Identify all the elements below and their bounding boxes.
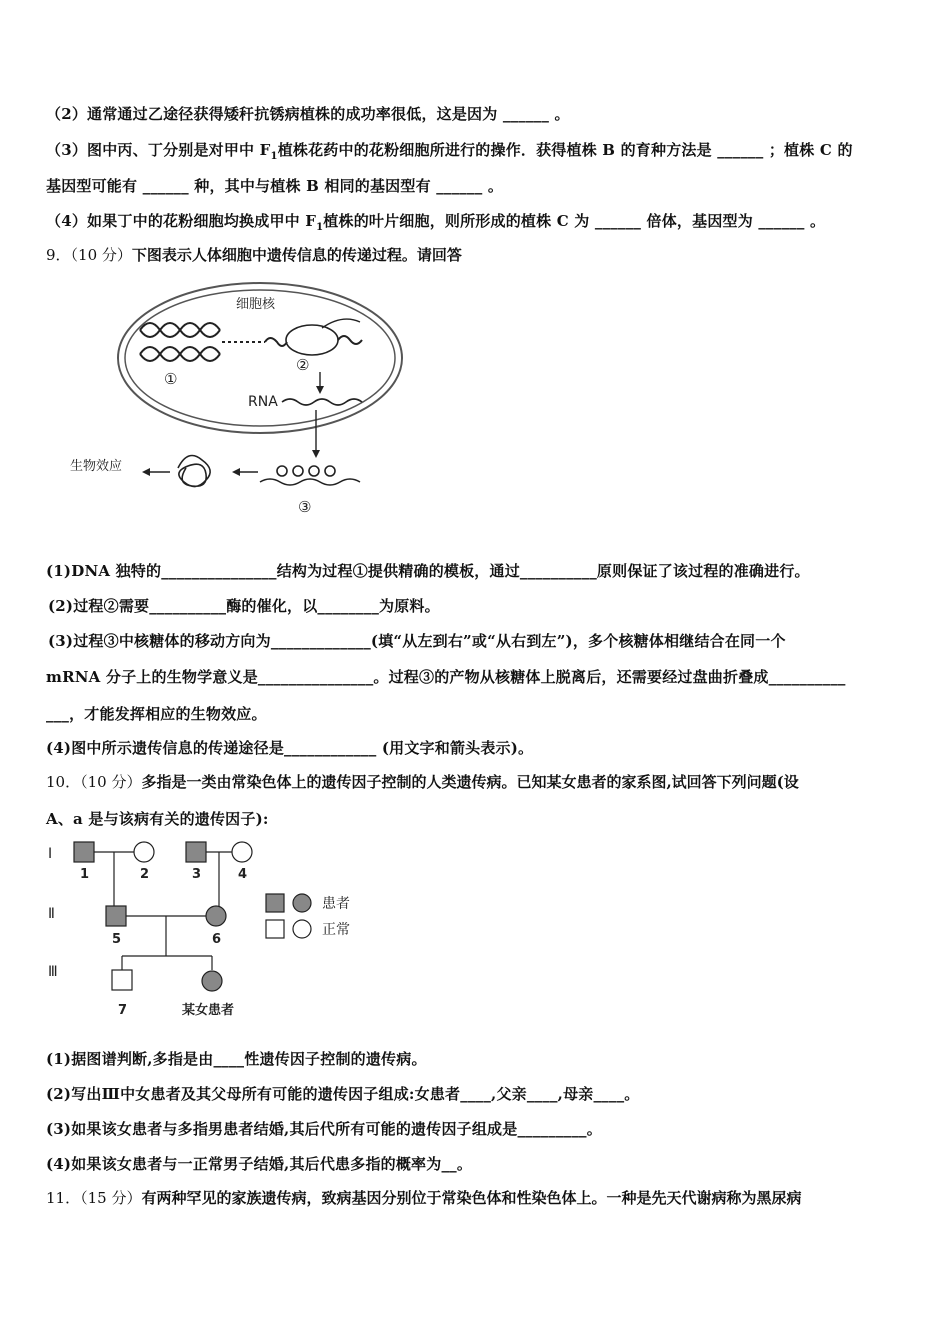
q9-sub3-line1: (3)过程③中核糖体的移动方向为_____________(填“从左到右”或“从右到左”)，多个核糖体相继结合在同一个 bbox=[48, 632, 786, 650]
legend-affected-male bbox=[266, 894, 284, 912]
biological-effect-label: 生物效应 bbox=[70, 459, 123, 474]
marker-3: ③ bbox=[298, 498, 312, 516]
q9-sub3-line3: ___，才能发挥相应的生物效应。 bbox=[46, 705, 267, 723]
q8-part2: （2）通常通过乙途径获得矮秆抗锈病植株的成功率很低，这是因为 ______ 。 bbox=[46, 105, 570, 123]
pedigree-chart bbox=[46, 838, 376, 1028]
individual-3-affected-male bbox=[186, 842, 206, 862]
q10-heading-line2: A、a 是与该病有关的遗传因子): bbox=[46, 810, 269, 828]
q10-sub2: (2)写出Ⅲ中女患者及其父母所有可能的遗传因子组成:女患者____,父亲____,母亲____。 bbox=[46, 1085, 640, 1103]
q10-sub4: (4)如果该女患者与一正常男子结婚,其后代患多指的概率为__。 bbox=[46, 1155, 473, 1173]
individual-6-affected-female bbox=[206, 906, 226, 926]
q8-part3-line1: （3）图中丙、丁分别是对甲中 $F_1$植株花药中的花粉细胞所进行的操作．获得植株 B 的育种方法是 ______ ；植株 C 的 bbox=[46, 141, 853, 162]
individual-1-affected-male bbox=[74, 842, 94, 862]
proband-affected-female bbox=[202, 971, 222, 991]
q10-heading: 10．（10 分）多指是一类由常染色体上的遗传因子控制的人类遗传病。已知某女患者的家系图,试回答下列问题(设 bbox=[46, 773, 799, 791]
individual-7-normal-male bbox=[112, 970, 132, 990]
transcription-bubble bbox=[286, 325, 338, 355]
marker-2: ② bbox=[296, 356, 310, 374]
individual-4-normal-female bbox=[232, 842, 252, 862]
rna-label: RNA bbox=[248, 394, 278, 410]
q9-sub4: (4)图中所示遗传信息的传递途径是____________ (用文字和箭头表示)。 bbox=[46, 739, 534, 757]
nucleus-label: 细胞核 bbox=[236, 297, 276, 312]
label-6: 6 bbox=[212, 932, 222, 947]
q8-part3-line2: 基因型可能有 ______ 种，其中与植株 B 相同的基因型有 ______ 。 bbox=[46, 177, 504, 195]
generation-III: Ⅲ bbox=[48, 964, 58, 980]
q9-sub1: (1)DNA 独特的_______________结构为过程①提供精确的模板，通过__________原则保证了该过程的准确进行。 bbox=[46, 562, 810, 580]
legend-affected-label: 患者 bbox=[322, 896, 350, 912]
legend-normal-label: 正常 bbox=[322, 922, 350, 938]
legend-affected-female bbox=[293, 894, 311, 912]
individual-2-normal-female bbox=[134, 842, 154, 862]
individual-5-affected-male bbox=[106, 906, 126, 926]
q9-heading: 9．（10 分）下图表示人体细胞中遗传信息的传递过程。请回答 bbox=[46, 246, 462, 264]
label-1: 1 bbox=[80, 867, 90, 882]
q9-sub3-line2: mRNA 分子上的生物学意义是_______________。过程③的产物从核糖体上脱离后，还需要经过盘曲折叠成__________ bbox=[46, 668, 846, 686]
rna-strand bbox=[282, 399, 362, 405]
q10-sub1: (1)据图谱判断,多指是由____性遗传因子控制的遗传病。 bbox=[46, 1050, 427, 1068]
label-7: 7 bbox=[118, 1003, 128, 1018]
q11-heading: 11．（15 分）有两种罕见的家族遗传病，致病基因分别位于常染色体和性染色体上。一种是先天代谢病称为黑尿病 bbox=[46, 1189, 802, 1207]
gene-expression-figure bbox=[60, 272, 410, 522]
folded-protein bbox=[178, 456, 210, 487]
q9-sub2: (2)过程②需要__________酶的催化，以________为原料。 bbox=[48, 597, 440, 615]
legend-normal-female bbox=[293, 920, 311, 938]
marker-1: ① bbox=[164, 370, 178, 388]
q10-sub3: (3)如果该女患者与多指男患者结婚,其后代所有可能的遗传因子组成是_________。 bbox=[46, 1120, 602, 1138]
label-5: 5 bbox=[112, 932, 122, 947]
proband-label: 某女患者 bbox=[182, 1003, 235, 1018]
generation-II: Ⅱ bbox=[48, 906, 55, 922]
label-2: 2 bbox=[140, 867, 150, 882]
legend-normal-male bbox=[266, 920, 284, 938]
generation-I: Ⅰ bbox=[48, 846, 53, 862]
mrna-with-ribosomes bbox=[260, 479, 360, 485]
label-4: 4 bbox=[238, 867, 248, 882]
label-3: 3 bbox=[192, 867, 202, 882]
q8-part4: （4）如果丁中的花粉细胞均换成甲中 $F_1$植株的叶片细胞，则所形成的植株 C 为 ______ 倍体，基因型为 ______ 。 bbox=[46, 212, 826, 233]
